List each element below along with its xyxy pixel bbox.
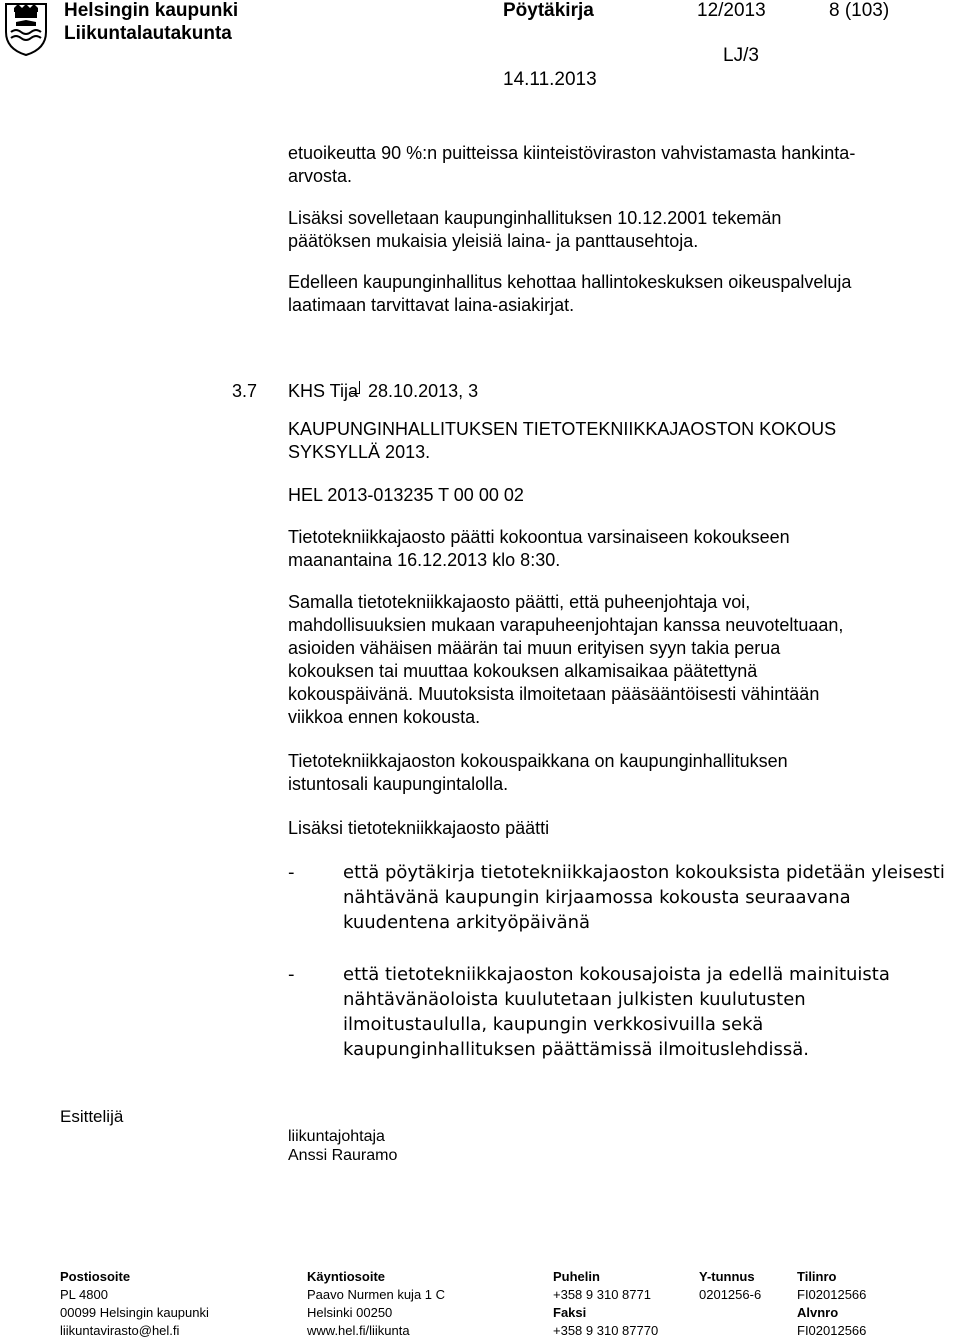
- record-number: HEL 2013-013235 T 00 00 02: [288, 485, 524, 505]
- presenter-name: Anssi Rauramo: [288, 1147, 398, 1164]
- intro-paragraph-2: Lisäksi sovelletaan kaupunginhallituksen 10.12.2001 tekemän päätöksen mukaisia yleisiä laina- ja panttausehtoja.: [288, 208, 782, 251]
- intro-paragraph-1: etuoikeutta 90 %:n puitteissa kiinteistöviraston vahvistamasta hankinta- arvosta.: [288, 143, 856, 186]
- presenter-label: Esittelijä: [60, 1107, 124, 1126]
- footer-ytunnus: Y-tunnus 0201256-6: [699, 1269, 762, 1302]
- bullet-dash: -: [288, 964, 295, 985]
- header-page: 8 (103): [829, 0, 890, 21]
- item-title: KAUPUNGINHALLITUKSEN TIETOTEKNIIKKAJAOSTON KOKOUS SYKSYLLÄ 2013.: [288, 419, 837, 462]
- header-section: LJ/3: [723, 45, 759, 66]
- bullet-item-2: että tietotekniikkajaoston kokousajoista ja edellä mainituista nähtävänäoloista kuulutetaan julkisten kuulutusten ilmoitustaululla, kaupungin verkkosivuilla sekä kaupunginhallituksen päättämissä ilmoituslehdissä.: [343, 964, 890, 1060]
- header-org: Helsingin kaupunki: [64, 0, 239, 21]
- helsinki-crest-logo: [2, 2, 50, 56]
- item-reference: KHS Tija 28.10.2013, 3: [288, 381, 479, 401]
- item-paragraph-1: Tietotekniikkajaosto päätti kokoontua varsinaiseen kokoukseen maanantaina 16.12.2013 klo 8:30.: [288, 527, 790, 570]
- item-paragraph-3: Tietotekniikkajaoston kokouspaikkana on kaupunginhallituksen istuntosali kaupungintalolla.: [288, 751, 788, 794]
- bullet-dash: -: [288, 862, 295, 883]
- header-unit: Liikuntalautakunta: [64, 23, 232, 44]
- intro-paragraph-3: Edelleen kaupunginhallitus kehottaa hallintokeskuksen oikeuspalveluja laatimaan tarvittavat laina-asiakirjat.: [288, 272, 852, 315]
- item-paragraph-2: Samalla tietotekniikkajaosto päätti, että puheenjohtaja voi, mahdollisuuksien mukaan varapuheenjohtajan kanssa neuvoteltuaan, asioiden vähäisen määrän tai muun erityisen syyn takia perua kokouksen tai muuttaa kokouksen alkamisaikaa päätettynä kokouspäivänä. Muutoksista ilmoitetaan pääsääntöisesti vähintään viikkoa ennen kokousta.: [288, 592, 844, 727]
- item-number: 3.7: [232, 381, 258, 401]
- footer-tilinro: Tilinro FI02012566 Alvnro FI02012566: [797, 1269, 867, 1338]
- presenter-role: liikuntajohtaja: [288, 1128, 385, 1145]
- header-minutes-no: 12/2013: [697, 0, 766, 21]
- header-doc-type: Pöytäkirja: [503, 0, 594, 21]
- reference-marker: [351, 381, 360, 394]
- item-paragraph-4: Lisäksi tietotekniikkajaosto päätti: [288, 818, 550, 838]
- bullet-item-1: että pöytäkirja tietotekniikkajaoston kokouksista pidetään yleisesti nähtävänä kaupungin kirjaamossa kokousta seuraavana kuudentena arkityöpäivänä: [343, 862, 945, 933]
- footer-postal: Postiosoite PL 4800 00099 Helsingin kaupunki liikuntavirasto@hel.fi: [60, 1269, 209, 1338]
- footer-visit: Käyntiosoite Paavo Nurmen kuja 1 C Helsinki 00250 www.hel.fi/liikunta: [307, 1269, 446, 1338]
- header-date: 14.11.2013: [503, 69, 597, 90]
- footer-phone: Puhelin +358 9 310 8771 Faksi +358 9 310 87770: [553, 1269, 659, 1338]
